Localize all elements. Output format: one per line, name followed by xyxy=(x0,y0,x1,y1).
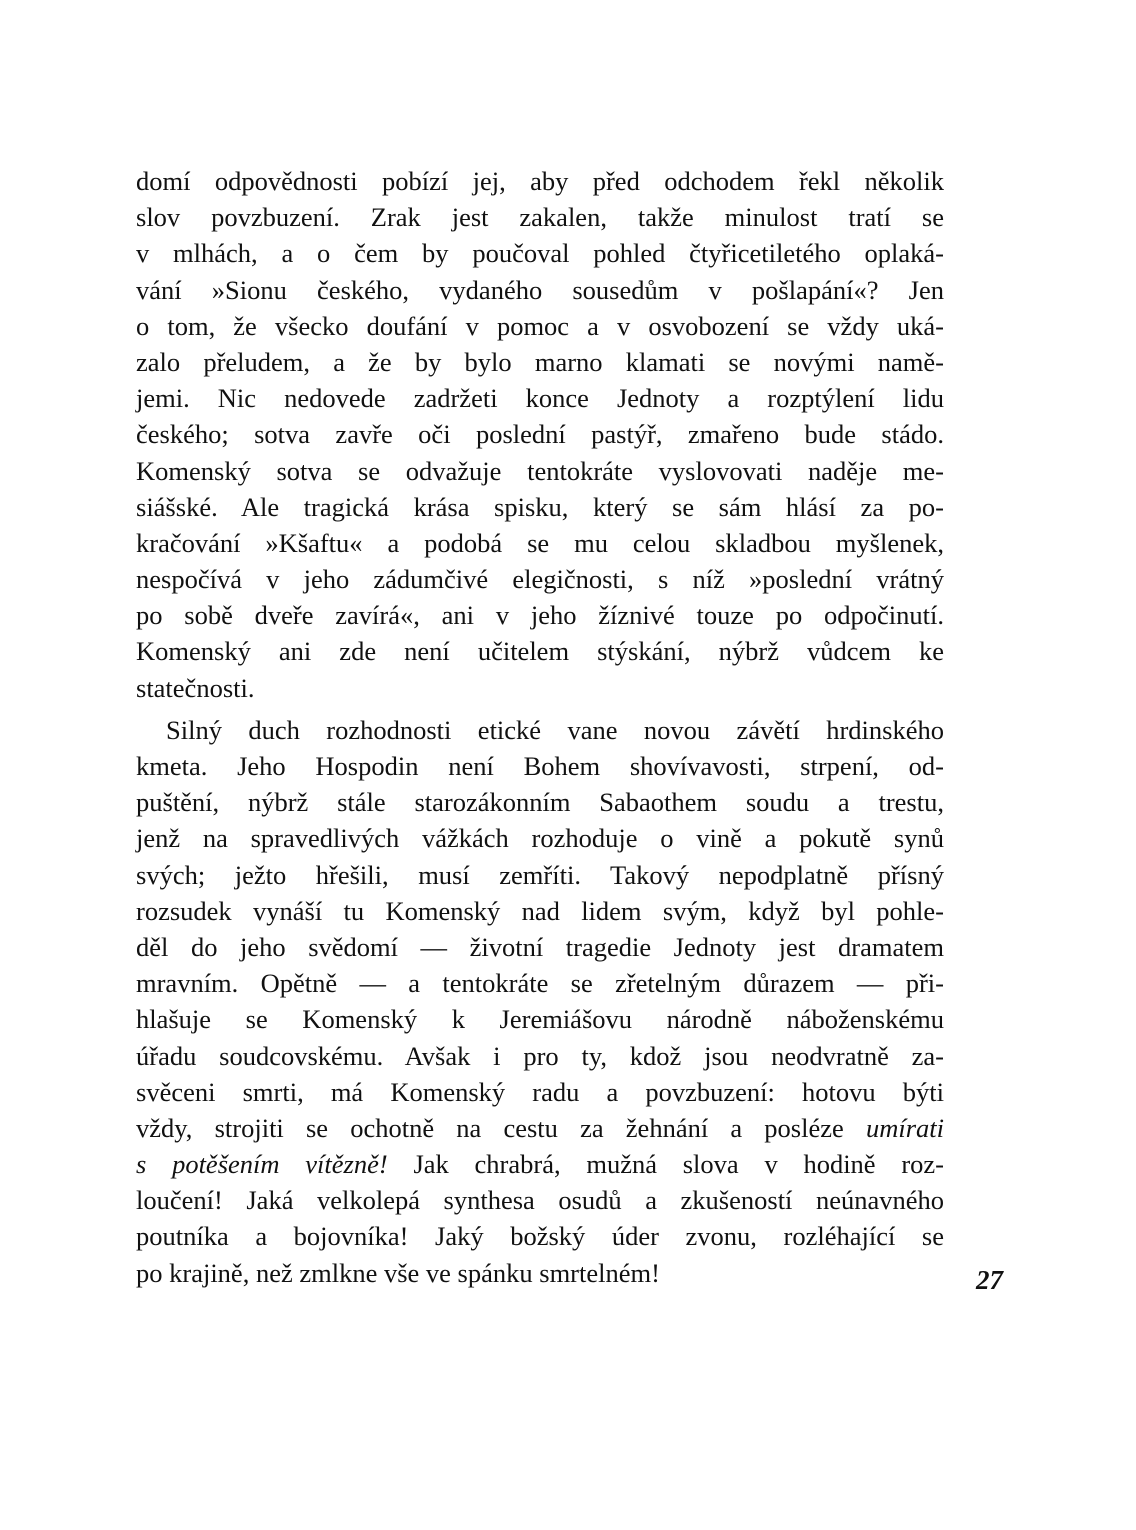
page-number: 27 xyxy=(976,1265,1003,1295)
text-line: o tom, že všecko doufání v pomoc a v osvobození se vždy uká- xyxy=(136,310,944,341)
text-line: statečnosti. xyxy=(136,672,255,703)
paragraph xyxy=(136,163,944,706)
text-line: rozsudek vynáší tu Komenský nad lidem svým, když byl pohle- xyxy=(136,895,944,926)
text-line: po sobě dveře zavírá«, ani v jeho žíznivé touze po odpočinutí. xyxy=(136,600,944,631)
text-line: jemi. Nic nedovede zadržeti konce Jednoty a rozptýlení lidu xyxy=(136,383,944,414)
text-line-with-italic xyxy=(136,1146,944,1182)
text-line: nespočívá v jeho zádumčivé elegičnosti, s níž »poslední vrátný xyxy=(136,564,944,595)
text-line: zalo přeludem, a že by bylo marno klamati se novými namě- xyxy=(136,346,944,377)
text-segment: Jak chrabrá, mužná slova v hodině roz- xyxy=(387,1149,944,1180)
body-text xyxy=(136,163,944,1291)
text-line: Komenský sotva se odvažuje tentokráte vyslovovati naděje me- xyxy=(136,455,944,486)
text-line: slov povzbuzení. Zrak jest zakalen, takže minulost tratí se xyxy=(136,202,944,233)
text-line: Komenský ani zde není učitelem stýskání, nýbrž vůdcem ke xyxy=(136,636,944,667)
text-line: domí odpovědnosti pobízí jej, aby před odchodem řekl několik xyxy=(136,166,944,196)
text-line: mravním. Opětně — a tentokráte se zřetelným důrazem — při- xyxy=(136,968,944,999)
text-line: svěceni smrti, má Komenský radu a povzbuzení: hotovu býti xyxy=(136,1076,944,1107)
text-line: kmeta. Jeho Hospodin není Bohem shovívavosti, strpení, od- xyxy=(136,751,944,781)
text-line: českého; sotva zavře oči poslední pastýř, zmařeno bude stádo. xyxy=(136,419,944,450)
text-line-with-italic xyxy=(136,1110,944,1146)
text-line: loučení! Jaká velkolepá synthesa osudů a zkušeností neúnavného xyxy=(136,1185,944,1216)
text-line: vání »Sionu českého, vydaného sousedům v pošlapání«? Jen xyxy=(136,274,944,305)
text-line: úřadu soudcovskému. Avšak i pro ty, kdož jsou neodvratně za- xyxy=(136,1040,944,1071)
text-line: jenž na spravedlivých vážkách rozhoduje o vině a pokutě synů xyxy=(136,823,944,854)
text-line: děl do jeho svědomí — životní tragedie Jednoty jest dramatem xyxy=(136,931,944,962)
paragraph xyxy=(136,712,944,1291)
text-line: kračování »Kšaftu« a podobá se mu celou skladbou myšlenek, xyxy=(136,527,944,558)
text-line: puštění, nýbrž stále starozákonním Sabaothem soudu a trestu, xyxy=(136,787,944,818)
text-line: hlašuje se Komenský k Jeremiášovu národně náboženskému xyxy=(136,1004,944,1035)
text-line: po krajině, než zmlkne vše ve spánku smrtelném! xyxy=(136,1257,660,1288)
text-segment: vždy, strojiti se ochotně na cestu za žehnání a posléze xyxy=(136,1112,844,1143)
text-line: v mlhách, a o čem by poučoval pohled čtyřicetiletého oplaká- xyxy=(136,238,944,269)
italic-text: s potěšením vítězně! xyxy=(136,1149,388,1180)
text-line: siášské. Ale tragická krása spisku, který se sám hlásí za po- xyxy=(136,491,944,522)
text-line: Silný duch rozhodnosti etické vane novou závětí hrdinského xyxy=(166,714,944,745)
text-line: svých; ježto hřešili, musí zemříti. Takový nepodplatně přísný xyxy=(136,859,944,890)
text-line: poutníka a bojovníka! Jaký božský úder zvonu, rozléhající se xyxy=(136,1221,944,1252)
italic-text: umírati xyxy=(865,1112,945,1143)
